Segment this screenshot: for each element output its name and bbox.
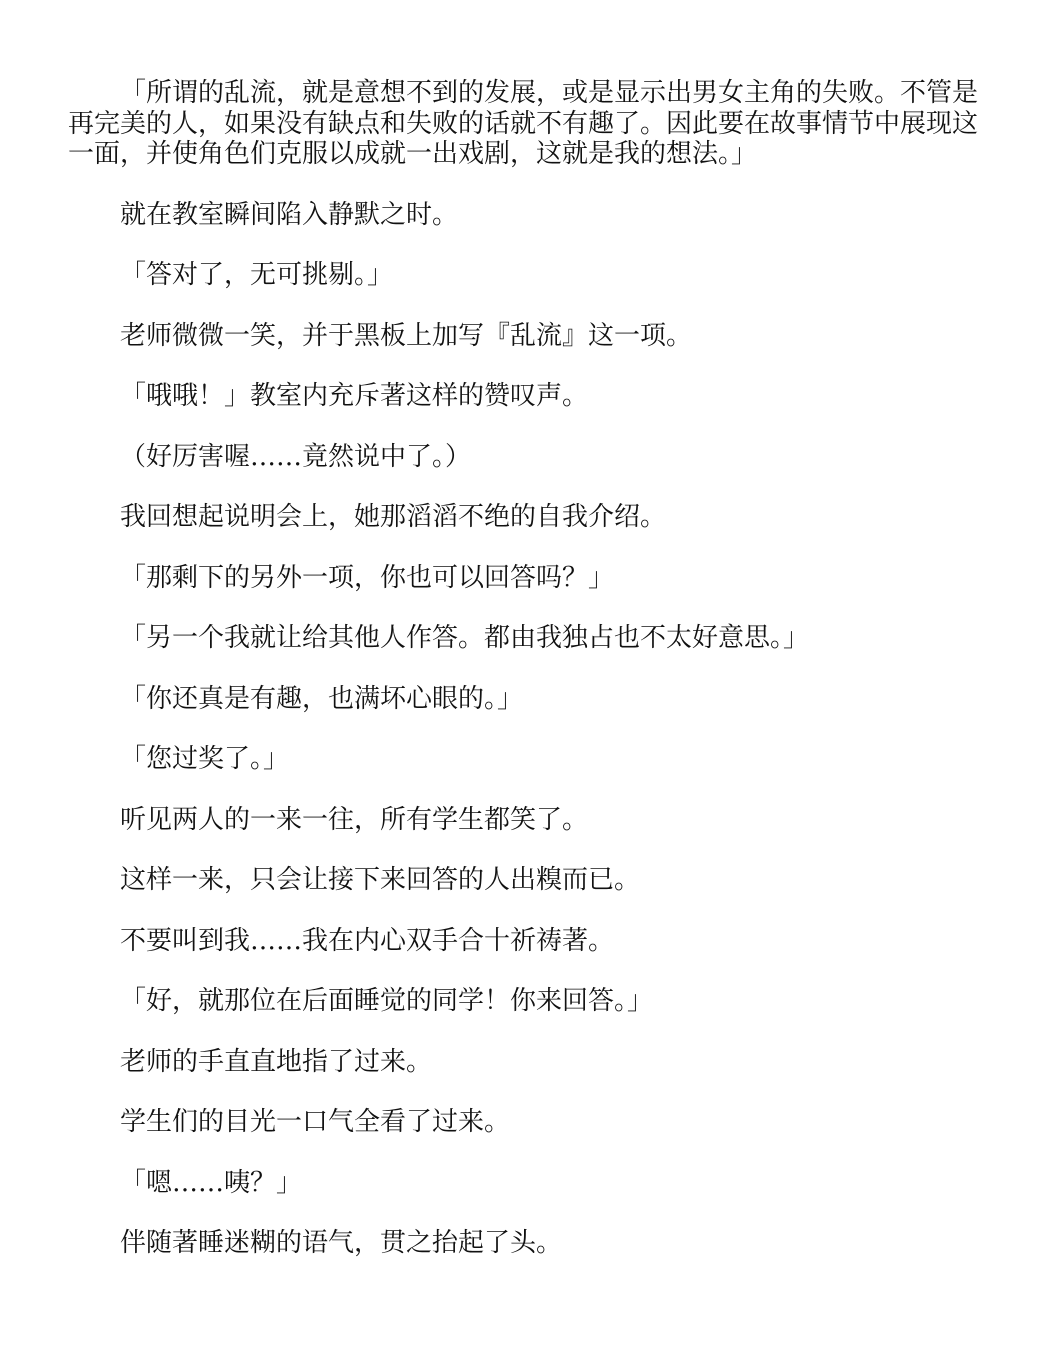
paragraph: （好厉害喔……竟然说中了。） xyxy=(120,441,472,472)
paragraph: 「所谓的乱流，就是意想不到的发展，或是显示出男女主角的失败。不管是再完美的人，如果没有缺点和失败的话就不有趣了。因此要在故事情节中展现这一面，并使角色们克服以成就一出戏剧，这就是我的想法。」 xyxy=(68,78,979,169)
paragraph: 伴随著睡迷糊的语气，贯之抬起了头。 xyxy=(120,1228,563,1258)
paragraph: 学生们的目光一口气全看了过来。 xyxy=(120,1107,511,1137)
paragraph: 就在教室瞬间陷入静默之时。 xyxy=(120,199,459,230)
paragraph: 这样一来，只会让接下来回答的人出糗而已。 xyxy=(120,865,641,895)
paragraph: 老师的手直直地指了过来。 xyxy=(120,1046,433,1077)
document-page xyxy=(68,78,988,1259)
paragraph: 「那剩下的另外一项，你也可以回答吗？」 xyxy=(120,562,615,593)
paragraph: 「哦哦！」教室内充斥著这样的赞叹声。 xyxy=(120,381,589,411)
paragraph: 「您过奖了。」 xyxy=(120,744,290,774)
paragraph: 「嗯……咦？」 xyxy=(120,1167,303,1198)
paragraph: 「好，就那位在后面睡觉的同学！你来回答。」 xyxy=(120,986,654,1016)
paragraph: 我回想起说明会上，她那滔滔不绝的自我介绍。 xyxy=(120,502,667,532)
paragraph: 「答对了，无可挑剔。」 xyxy=(120,260,394,290)
paragraph: 老师微微一笑，并于黑板上加写『乱流』这一项。 xyxy=(120,320,693,351)
paragraph: 不要叫到我……我在内心双手合十祈祷著。 xyxy=(120,925,615,956)
paragraph: 「你还真是有趣，也满坏心眼的。」 xyxy=(120,683,524,714)
paragraph: 听见两人的一来一往，所有学生都笑了。 xyxy=(120,804,589,835)
paragraph: 「另一个我就让给其他人作答。都由我独占也不太好意思。」 xyxy=(120,623,810,653)
